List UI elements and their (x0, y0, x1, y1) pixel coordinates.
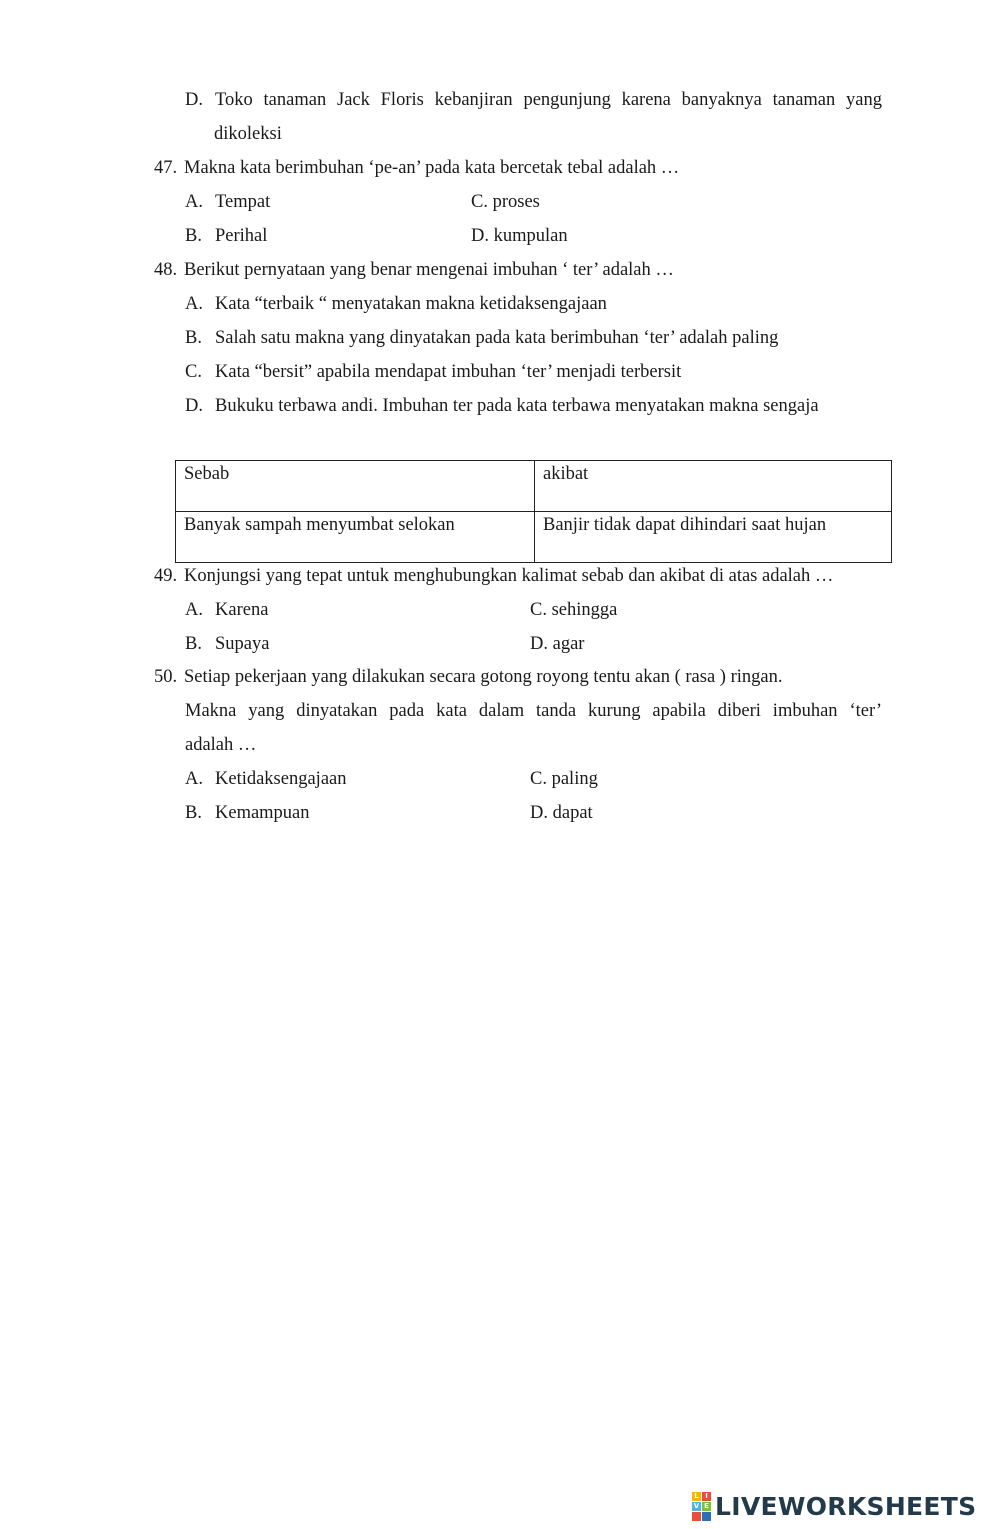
q49-option-d[interactable] (530, 632, 584, 656)
q48-option-d-label: D. (185, 396, 203, 416)
q46-option-d-label: D. (185, 90, 203, 110)
q50-option-a[interactable] (185, 767, 347, 791)
q47-option-c[interactable] (471, 190, 540, 214)
q48-option-b[interactable] (185, 326, 778, 350)
q49-option-a-text: Karena (215, 600, 269, 620)
q50-option-c[interactable] (530, 767, 598, 791)
q49-option-d-text: agar (552, 634, 585, 654)
q48-option-d-text: Bukuku terbawa andi. Imbuhan ter pada kata terbawa menyatakan makna sengaja (215, 396, 819, 416)
q50-option-b-label: B. (185, 803, 202, 823)
q49-option-c[interactable] (530, 598, 617, 622)
question-49-number: 49. (154, 566, 178, 586)
logo-cell: E (702, 1502, 711, 1511)
q49-option-b[interactable] (185, 632, 269, 656)
question-47-number: 47. (154, 158, 178, 178)
table-row (176, 512, 892, 563)
q48-option-d[interactable] (185, 394, 819, 418)
q50-option-a-text: Ketidaksengajaan (215, 769, 347, 789)
q50-option-c-text: paling (551, 769, 598, 789)
q48-option-c-text: Kata “bersit” apabila mendapat imbuhan ‘ter’ menjadi terbersit (215, 362, 682, 382)
question-47-text: Makna kata berimbuhan ‘pe-an’ pada kata bercetak tebal adalah … (184, 158, 680, 178)
q49-option-d-label: D. (530, 634, 548, 654)
logo-cell: I (702, 1492, 711, 1501)
logo-cell (692, 1512, 701, 1521)
q47-option-a[interactable] (185, 190, 270, 214)
q48-option-c[interactable] (185, 360, 681, 384)
q46-option-d-line2: dikoleksi (214, 124, 282, 144)
table-cell-effect: Banjir tidak dapat dihindari saat hujan (535, 512, 892, 563)
logo-text: LIVEWORKSHEETS (715, 1491, 977, 1521)
q50-option-b-text: Kemampuan (215, 803, 310, 823)
q50-option-d[interactable] (530, 801, 593, 825)
q47-option-c-text: proses (492, 192, 540, 212)
q48-option-b-label: B. (185, 328, 202, 348)
q47-option-b[interactable] (185, 224, 267, 248)
q49-option-c-label: C. (530, 600, 547, 620)
q48-option-c-label: C. (185, 362, 202, 382)
q47-option-d-text: kumpulan (493, 226, 568, 246)
q47-option-b-label: B. (185, 226, 202, 246)
logo-cell: L (692, 1492, 701, 1501)
q48-option-a-text: Kata “terbaik “ menyatakan makna ketidaksengajaan (215, 294, 607, 314)
question-50-text: Setiap pekerjaan yang dilakukan secara gotong royong tentu akan ( rasa ) ringan. (184, 667, 783, 687)
question-47 (154, 156, 679, 180)
question-48 (154, 258, 674, 282)
q46-option-d (185, 88, 882, 112)
q50-option-a-label: A. (185, 769, 203, 789)
question-48-number: 48. (154, 260, 178, 280)
q47-option-c-label: C. (471, 192, 488, 212)
logo-cell (702, 1512, 711, 1521)
logo-grid-icon (692, 1492, 711, 1521)
q50-subline1: Makna yang dinyatakan pada kata dalam tanda kurung apabila diberi imbuhan ‘ter’ (185, 701, 882, 721)
q50-subline2: adalah … (185, 735, 257, 755)
q47-option-a-text: Tempat (215, 192, 271, 212)
q50-option-d-text: dapat (552, 803, 593, 823)
question-50-number: 50. (154, 667, 178, 687)
q47-option-d-label: D. (471, 226, 489, 246)
table-header-cause: Sebab (176, 461, 535, 512)
q49-option-b-label: B. (185, 634, 202, 654)
q47-option-a-label: A. (185, 192, 203, 212)
q50-option-b[interactable] (185, 801, 310, 825)
q50-option-d-label: D. (530, 803, 548, 823)
q48-option-b-text: Salah satu makna yang dinyatakan pada kata berimbuhan ‘ter’ adalah paling (215, 328, 779, 348)
q48-option-a-label: A. (185, 294, 203, 314)
cause-effect-table (175, 460, 892, 563)
question-48-text: Berikut pernyataan yang benar mengenai imbuhan ‘ ter’ adalah … (184, 260, 674, 280)
q49-option-a[interactable] (185, 598, 268, 622)
question-50 (154, 665, 782, 689)
logo-cell: V (693, 1502, 700, 1510)
liveworksheets-logo[interactable] (692, 1488, 976, 1524)
q47-option-b-text: Perihal (215, 226, 268, 246)
q46-option-d-line1: Toko tanaman Jack Floris kebanjiran pengunjung karena banyaknya tanaman yang (215, 90, 882, 110)
q49-option-c-text: sehingga (551, 600, 618, 620)
q47-option-d[interactable] (471, 224, 568, 248)
table-cell-cause: Banyak sampah menyumbat selokan (176, 512, 535, 563)
q50-option-c-label: C. (530, 769, 547, 789)
q48-option-a[interactable] (185, 292, 607, 316)
question-49 (154, 564, 833, 588)
q49-option-b-text: Supaya (215, 634, 270, 654)
question-49-text: Konjungsi yang tepat untuk menghubungkan kalimat sebab dan akibat di atas adalah … (184, 566, 834, 586)
table-header-effect: akibat (535, 461, 892, 512)
table-header-row (176, 461, 892, 512)
q49-option-a-label: A. (185, 600, 203, 620)
